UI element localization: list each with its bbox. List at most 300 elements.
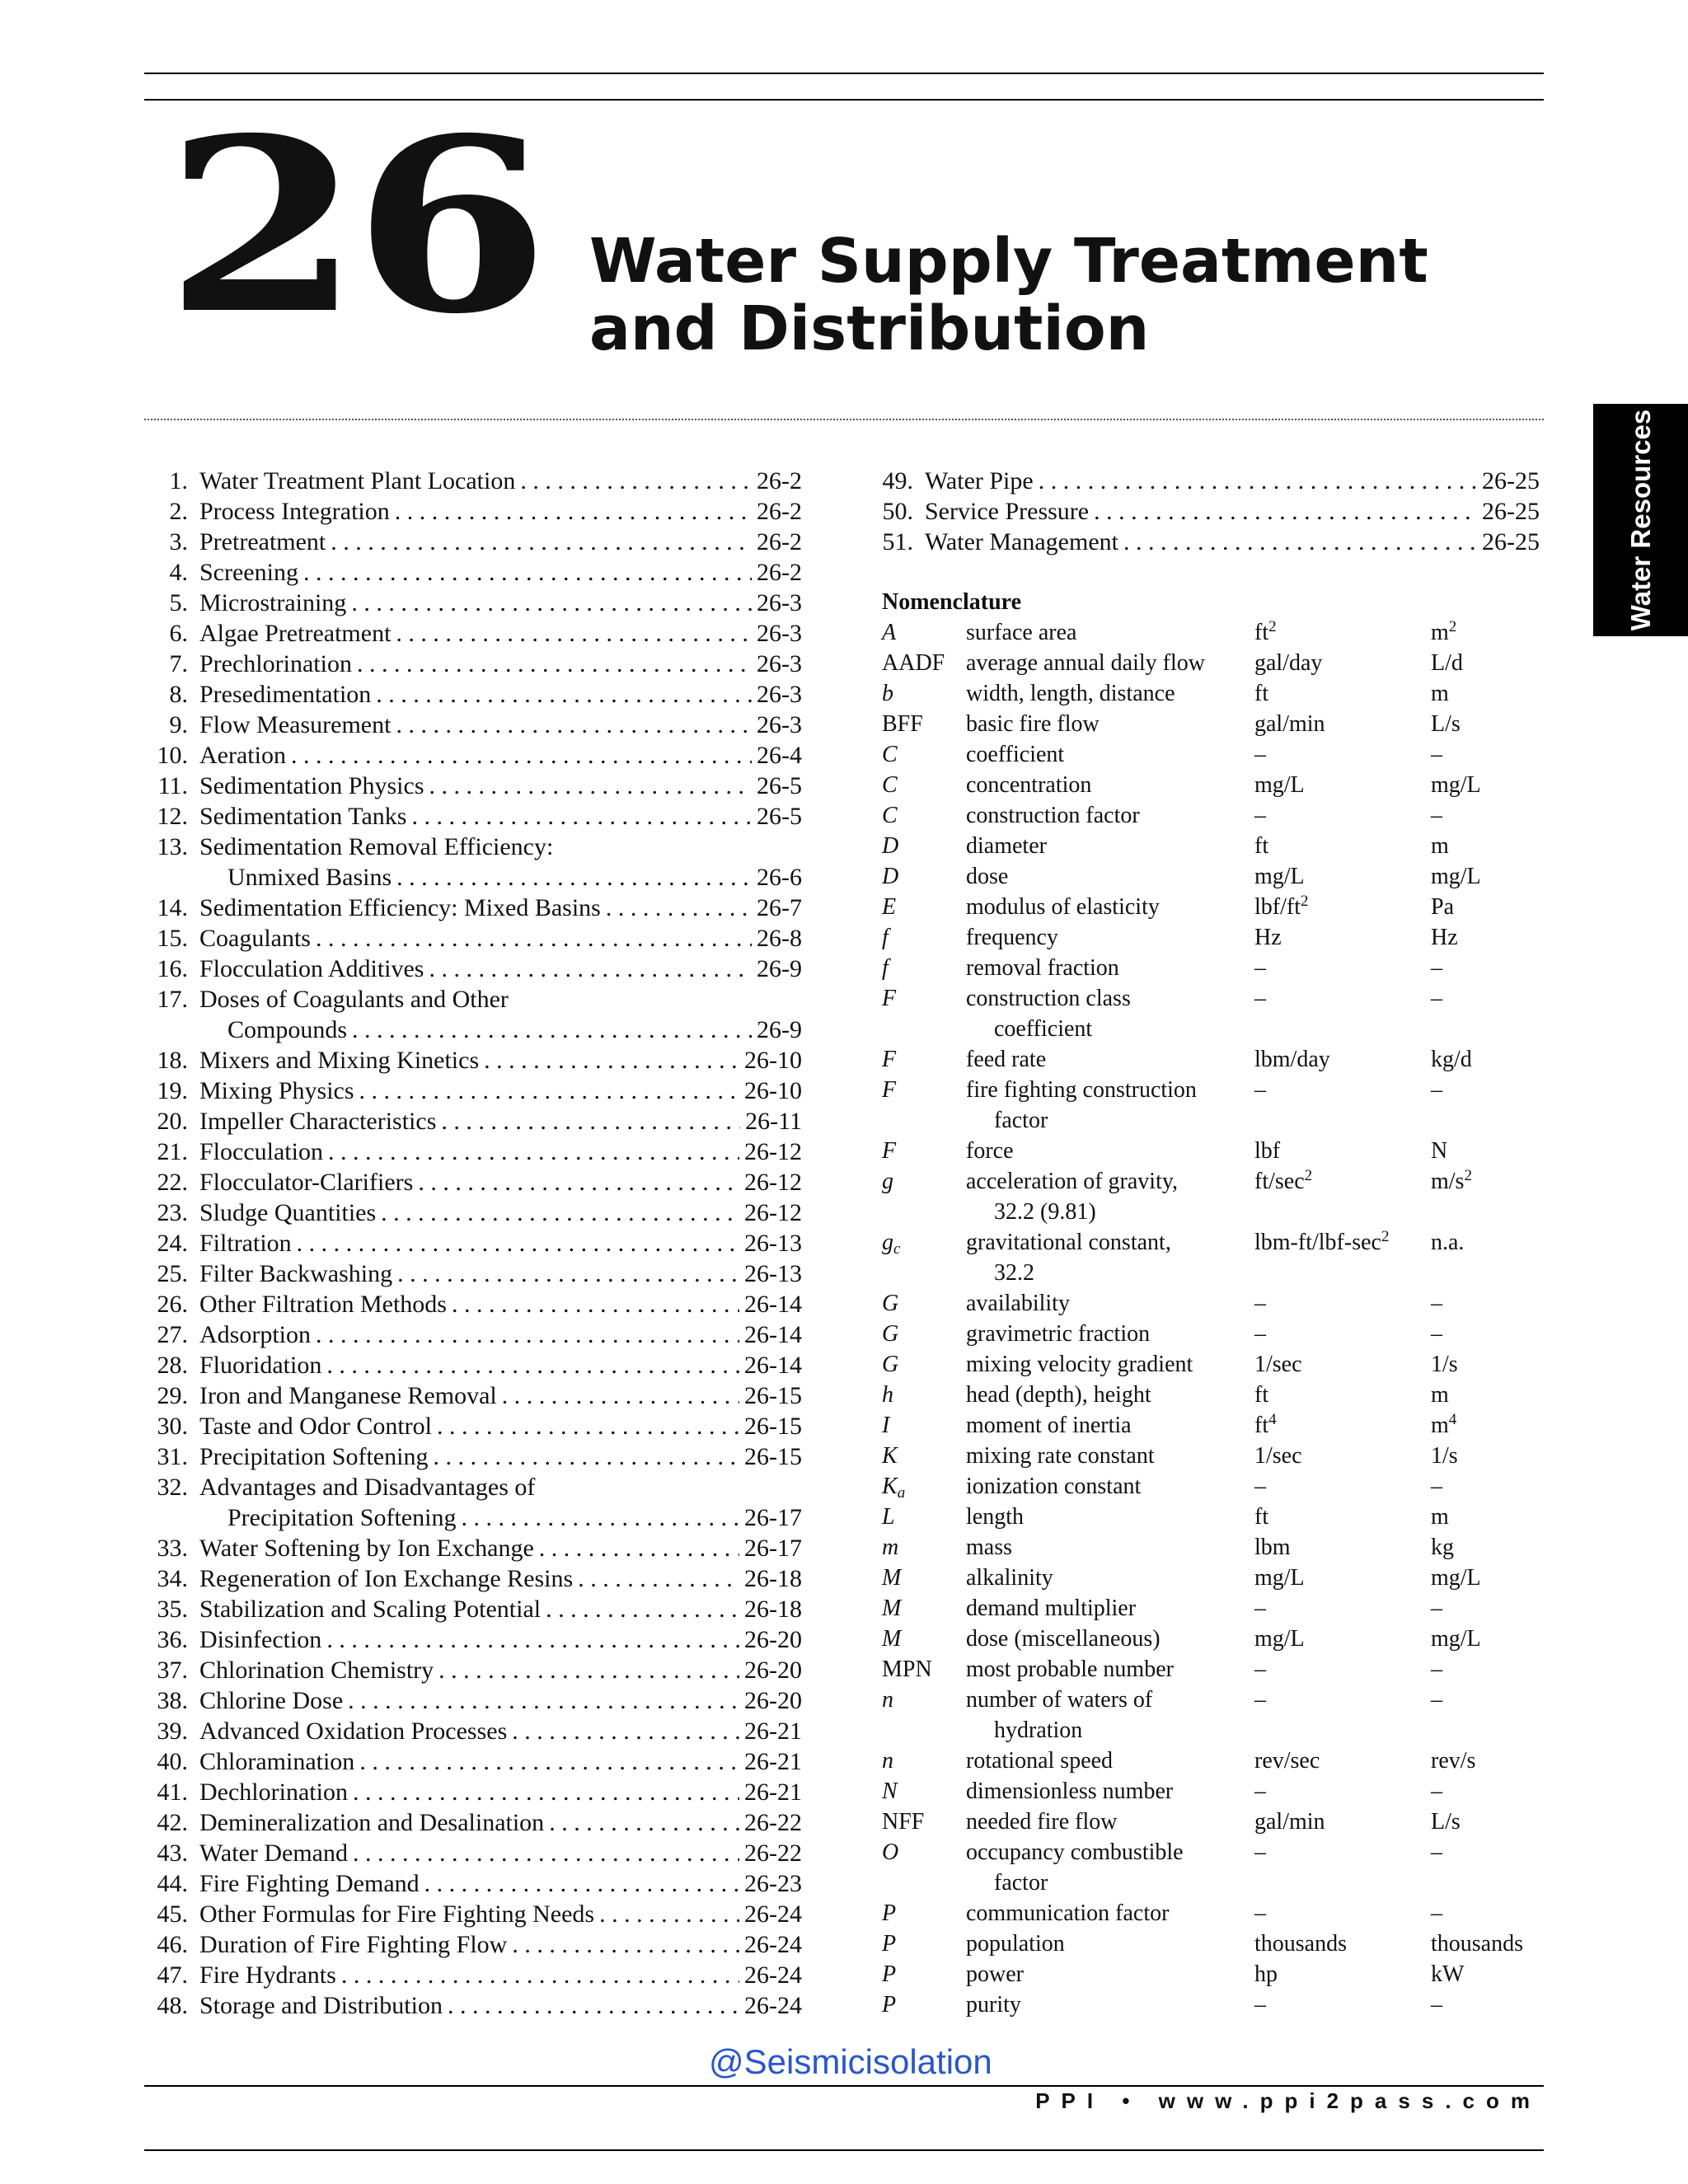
toc-leader-dots — [539, 1533, 739, 1563]
toc-entry-title: Regeneration of Ion Exchange Resins — [199, 1565, 574, 1592]
toc-entry — [145, 1137, 802, 1167]
nomenclature-si-units: kW — [1431, 1961, 1465, 1987]
toc-entry-page: 26-12 — [744, 1169, 802, 1196]
toc-leader-dots — [328, 1137, 739, 1167]
toc-entry-page: 26-7 — [757, 894, 802, 921]
nomenclature-definition — [966, 1746, 1254, 1776]
nomenclature-si-units: – — [1431, 742, 1442, 767]
nomenclature-row — [882, 678, 1582, 709]
nomenclature-us-units: – — [1254, 955, 1266, 981]
toc-entry-number: 11. — [157, 772, 188, 799]
toc-entry-title: Presedimentation — [199, 681, 372, 708]
nomenclature-symbol: F — [882, 986, 897, 1011]
nomenclature-symbol: MPN — [882, 1657, 932, 1682]
nomenclature-us-units: lbf — [1254, 1138, 1281, 1164]
nomenclature-definition — [966, 922, 1254, 953]
toc-entry-title: Impeller Characteristics — [199, 1108, 437, 1135]
toc-entry — [145, 1228, 802, 1258]
toc-leader-dots — [348, 1685, 739, 1716]
nomenclature-definition — [966, 1654, 1254, 1685]
nomenclature-definition — [966, 1776, 1254, 1807]
nomenclature-si-units: – — [1431, 1992, 1442, 2018]
toc-entry-page: 26-13 — [744, 1260, 802, 1287]
toc-entry — [145, 1807, 802, 1838]
nomenclature-symbol: L — [882, 1504, 895, 1530]
toc-entry-title: Advantages and Disadvantages of — [199, 1474, 536, 1501]
nomenclature-symbol: F — [882, 1047, 897, 1072]
nomenclature-us-units: – — [1254, 1992, 1266, 2018]
nomenclature-definition-line: modulus of elasticity — [966, 894, 1160, 920]
nomenclature-symbol: b — [882, 681, 893, 706]
toc-entry-number: 24. — [157, 1230, 188, 1257]
toc-entry — [145, 1624, 802, 1655]
toc-entry-page: 26-22 — [744, 1809, 802, 1836]
nomenclature-definition — [966, 953, 1254, 983]
toc-leader-dots — [502, 1380, 739, 1411]
nomenclature-us-units: – — [1254, 1657, 1266, 1682]
nomenclature-si-units: L/s — [1431, 1809, 1461, 1835]
toc-entry-number: 35. — [157, 1596, 188, 1623]
nomenclature-row — [882, 1227, 1582, 1288]
toc-entry-number: 31. — [157, 1443, 188, 1470]
toc-leader-dots — [546, 1594, 739, 1624]
nomenclature-definition-line: width, length, distance — [966, 681, 1175, 706]
nomenclature-definition — [966, 1624, 1254, 1654]
toc-entry-number: 47. — [157, 1961, 188, 1989]
toc-leader-dots — [578, 1563, 739, 1594]
nomenclature-definition-line: power — [966, 1961, 1024, 1987]
nomenclature-definition — [966, 831, 1254, 861]
nomenclature-us-units: $ft/\sec^2$ — [1254, 1167, 1313, 1194]
nomenclature-definition — [966, 648, 1254, 678]
toc-entry-page: 26-25 — [1482, 467, 1540, 494]
toc-entry-title: Sludge Quantities — [199, 1199, 377, 1226]
nomenclature-si-units: thousands — [1431, 1931, 1523, 1957]
toc-leader-dots — [411, 801, 752, 832]
toc-entry — [145, 1045, 802, 1076]
nomenclature-symbol: I — [882, 1413, 890, 1438]
nomenclature-definition-line: population — [966, 1931, 1065, 1957]
chapter-title-line-1: Water Supply Treatment — [589, 226, 1428, 297]
nomenclature-symbol: g — [882, 1169, 893, 1194]
nomenclature-row — [882, 1044, 1582, 1075]
nomenclature-si-units: n.a. — [1431, 1230, 1465, 1255]
toc-entry-number: 7. — [169, 650, 188, 677]
dotted-divider — [144, 419, 1544, 420]
toc-entry — [145, 1838, 802, 1868]
nomenclature-definition — [966, 1807, 1254, 1837]
toc-entry-number: 15. — [157, 925, 188, 952]
toc-entry-page: 26-13 — [744, 1230, 802, 1257]
toc-entry — [145, 893, 802, 923]
toc-entry-page: 26-14 — [744, 1291, 802, 1318]
toc-entry — [145, 1777, 802, 1807]
nomenclature-us-units: – — [1254, 1687, 1266, 1713]
nomenclature-row — [882, 1685, 1582, 1746]
footer-publisher: PPI • www.ppi2pass.com — [1035, 2088, 1541, 2113]
toc-entry-title: Water Treatment Plant Location — [199, 467, 516, 494]
nomenclature-definition-line: diameter — [966, 833, 1047, 859]
toc-entry-number: 17. — [157, 986, 188, 1013]
nomenclature-symbol: M — [882, 1565, 902, 1591]
nomenclature-symbol: n — [882, 1687, 893, 1713]
nomenclature-us-units: – — [1254, 1077, 1266, 1103]
toc-leader-dots — [357, 649, 752, 679]
nomenclature-row — [882, 1136, 1582, 1166]
toc-entry-title: Fire Fighting Demand — [199, 1870, 420, 1897]
nomenclature-si-units: $m/s^2$ — [1431, 1167, 1472, 1194]
nomenclature-definition-line: construction class — [966, 986, 1131, 1011]
nomenclature-si-units: m — [1431, 681, 1449, 706]
nomenclature-us-units: 1/sec — [1254, 1352, 1302, 1377]
nomenclature-definition-line: 32.2 (9.81) — [994, 1199, 1096, 1225]
nomenclature-definition-line: removal fraction — [966, 955, 1119, 981]
toc-entry-title: Screening — [199, 559, 298, 586]
toc-entry-page: 26-22 — [744, 1840, 802, 1867]
toc-leader-dots — [331, 527, 752, 557]
toc-entry — [145, 466, 802, 496]
toc-entry-number: 26. — [157, 1291, 188, 1318]
nomenclature-row — [882, 709, 1582, 739]
footer-rule — [144, 2085, 1544, 2087]
nomenclature-si-units: mg/L — [1431, 1565, 1481, 1591]
nomenclature-definition-line: hydration — [994, 1718, 1083, 1743]
nomenclature-row — [882, 1441, 1582, 1471]
nomenclature-us-units: mg/L — [1254, 1565, 1305, 1591]
toc-entry — [145, 588, 802, 618]
toc-leader-dots — [520, 466, 752, 496]
toc-leader-dots — [512, 1929, 739, 1960]
toc-entry-number: 4. — [169, 559, 188, 586]
nomenclature-definition — [966, 770, 1254, 800]
nomenclature-si-units: – — [1431, 803, 1442, 828]
toc-entry — [145, 1289, 802, 1319]
toc-entry — [145, 496, 802, 527]
toc-entry-title: Algae Pretreatment — [199, 620, 392, 647]
nomenclature-definition-line: average annual daily flow — [966, 650, 1205, 676]
toc-entry-page: 26-14 — [744, 1352, 802, 1379]
toc-entry-number: 12. — [157, 803, 188, 830]
toc-entry-number: 30. — [157, 1413, 188, 1440]
toc-entry-title: Dechlorination — [199, 1779, 348, 1806]
nomenclature-definition-line: basic fire flow — [966, 711, 1100, 737]
nomenclature-us-units: – — [1254, 1779, 1266, 1804]
toc-entry-title: Chlorine Dose — [199, 1687, 344, 1714]
toc-entry-page: 26-17 — [744, 1504, 802, 1531]
nomenclature-us-units: gal/min — [1254, 1809, 1325, 1835]
toc-entry — [145, 1655, 802, 1685]
toc-entry-title: Advanced Oxidation Processes — [199, 1718, 508, 1745]
toc-entry-number: 13. — [157, 833, 188, 860]
nomenclature-si-units: $m^4$ — [1431, 1411, 1457, 1438]
toc-leader-dots — [395, 496, 752, 527]
toc-entry-title: Flow Measurement — [199, 711, 392, 738]
toc-entry-page: 26-14 — [744, 1321, 802, 1348]
nomenclature-row — [882, 617, 1582, 648]
toc-entry-page: 26-21 — [744, 1779, 802, 1806]
nomenclature-us-units: – — [1254, 1321, 1266, 1347]
nomenclature-row — [882, 983, 1582, 1044]
nomenclature-definition-line: gravitational constant, — [966, 1230, 1171, 1255]
toc-entry-title: Fluoridation — [199, 1352, 322, 1379]
nomenclature-definition — [966, 1837, 1254, 1898]
nomenclature-si-units: kg/d — [1431, 1047, 1472, 1072]
toc-leader-dots — [441, 1106, 740, 1137]
nomenclature-definition-line: fire fighting construction — [966, 1077, 1197, 1103]
nomenclature-symbol: E — [882, 894, 897, 920]
toc-entry-number: 43. — [157, 1840, 188, 1867]
toc-entry — [145, 1685, 802, 1716]
nomenclature-symbol: C — [882, 803, 898, 828]
nomenclature-definition — [966, 1227, 1254, 1288]
toc-entry-number: 36. — [157, 1626, 188, 1653]
toc-entry — [145, 1076, 802, 1106]
toc-entry — [145, 527, 802, 557]
nomenclature-row — [882, 922, 1582, 953]
nomenclature-row — [882, 1410, 1582, 1441]
toc-leader-dots — [437, 1411, 739, 1441]
nomenclature-definition-line: dose (miscellaneous) — [966, 1626, 1160, 1652]
nomenclature-si-units: – — [1431, 986, 1442, 1011]
nomenclature-si-units: – — [1431, 1291, 1442, 1316]
nomenclature-us-units: – — [1254, 1474, 1266, 1499]
toc-entry — [145, 1258, 802, 1289]
toc-entry-page: 26-12 — [744, 1199, 802, 1226]
toc-entry-number: 3. — [169, 528, 188, 555]
toc-entry-number: 1. — [169, 467, 188, 494]
toc-leader-dots — [484, 1045, 739, 1076]
nomenclature-definition-line: mass — [966, 1535, 1012, 1560]
nomenclature-symbol: G — [882, 1321, 899, 1347]
nomenclature-definition — [966, 617, 1254, 648]
nomenclature-us-units: – — [1254, 1596, 1266, 1621]
toc-entry — [145, 1899, 802, 1929]
nomenclature-us-units: – — [1254, 803, 1266, 828]
nomenclature-definition — [966, 1441, 1254, 1471]
nomenclature-si-units: 1/s — [1431, 1443, 1458, 1469]
toc-entry-title: Sedimentation Physics — [199, 772, 424, 799]
toc-leader-dots — [381, 1197, 739, 1228]
nomenclature-row — [882, 953, 1582, 983]
nomenclature-definition — [966, 1898, 1254, 1929]
nomenclature-definition — [966, 709, 1254, 739]
toc-entry-number: 38. — [157, 1687, 188, 1714]
nomenclature-row — [882, 1593, 1582, 1624]
nomenclature-us-units: Hz — [1254, 925, 1282, 950]
toc-entry — [145, 1746, 802, 1777]
nomenclature-definition — [966, 1410, 1254, 1441]
nomenclature-us-units: mg/L — [1254, 1626, 1305, 1652]
toc-entry-page: 26-24 — [744, 1961, 802, 1989]
nomenclature-row — [882, 1502, 1582, 1532]
nomenclature-row — [882, 648, 1582, 678]
nomenclature-definition — [966, 678, 1254, 709]
nomenclature-symbol: BFF — [882, 711, 923, 737]
nomenclature-us-units: hp — [1254, 1961, 1278, 1987]
nomenclature-symbol: h — [882, 1382, 893, 1408]
toc-entry — [145, 1594, 802, 1624]
nomenclature-row — [882, 1380, 1582, 1410]
nomenclature-definition — [966, 1349, 1254, 1380]
toc-entry — [145, 954, 802, 984]
nomenclature-row — [882, 739, 1582, 770]
toc-entry-number: 37. — [157, 1657, 188, 1684]
nomenclature-us-units: lbm — [1254, 1535, 1291, 1560]
toc-leader-dots — [316, 1319, 739, 1350]
toc-entry-title: Pretreatment — [199, 528, 326, 555]
toc-entry — [145, 1167, 802, 1197]
nomenclature-us-units: gal/day — [1254, 650, 1323, 676]
toc-entry-title: Stabilization and Scaling Potential — [199, 1596, 542, 1623]
toc-entry-number: 14. — [157, 894, 188, 921]
toc-leader-dots — [424, 1868, 739, 1899]
nomenclature-us-units: $ft^4$ — [1254, 1411, 1277, 1438]
toc-entry — [145, 1319, 802, 1350]
toc-entry-title: Other Filtration Methods — [199, 1291, 447, 1318]
toc-entry-number: 27. — [157, 1321, 188, 1348]
toc-entry — [145, 1106, 802, 1137]
toc-entry — [145, 1563, 802, 1594]
toc-entry-page: 26-2 — [757, 467, 802, 494]
nomenclature-definition — [966, 1685, 1254, 1746]
toc-leader-dots — [429, 954, 752, 984]
nomenclature-definition-line: construction factor — [966, 803, 1140, 828]
toc-entry-title: Demineralization and Desalination — [199, 1809, 545, 1836]
nomenclature-definition-line: communication factor — [966, 1900, 1170, 1926]
toc-entry-title: Filter Backwashing — [199, 1260, 393, 1287]
toc-entry-page: 26-3 — [757, 620, 802, 647]
toc-entry-title: Flocculation — [199, 1138, 323, 1165]
toc-entry — [145, 1716, 802, 1746]
toc-entry-number: 32. — [157, 1474, 188, 1501]
nomenclature-si-units: mg/L — [1431, 1626, 1481, 1652]
nomenclature-us-units: mg/L — [1254, 772, 1305, 798]
nomenclature-definition-line: dimensionless number — [966, 1779, 1174, 1804]
top-rule — [144, 73, 1544, 74]
nomenclature-definition-line: most probable number — [966, 1657, 1174, 1682]
nomenclature-us-units: – — [1254, 986, 1266, 1011]
toc-entry-page: 26-12 — [744, 1138, 802, 1165]
nomenclature-si-units: kg — [1431, 1535, 1454, 1560]
toc-entry-title: Service Pressure — [925, 498, 1090, 525]
nomenclature-symbol: D — [882, 833, 899, 859]
toc-entry — [870, 496, 1540, 527]
toc-entry-title: Duration of Fire Fighting Flow — [199, 1931, 508, 1958]
toc-entry — [145, 1929, 802, 1960]
toc-entry — [145, 923, 802, 954]
table-of-contents-left — [145, 466, 802, 2021]
toc-entry-page: 26-18 — [744, 1596, 802, 1623]
nomenclature-definition-line: coefficient — [966, 742, 1065, 767]
nomenclature-symbol: AADF — [882, 650, 945, 676]
nomenclature-symbol: f — [882, 955, 889, 981]
toc-entry-page: 26-8 — [757, 925, 802, 952]
toc-entry-page: 26-6 — [757, 864, 802, 891]
chapter-title — [589, 227, 1537, 363]
nomenclature-si-units: Hz — [1431, 925, 1458, 950]
toc-entry-page: 26-24 — [744, 1992, 802, 2019]
nomenclature-definition-line: purity — [966, 1992, 1021, 2018]
toc-leader-dots — [297, 1228, 739, 1258]
nomenclature-si-units: – — [1431, 1321, 1442, 1347]
toc-leader-dots — [1094, 496, 1477, 527]
toc-leader-dots — [433, 1441, 739, 1472]
toc-entry — [145, 1868, 802, 1899]
nomenclature-symbol: P — [882, 1900, 897, 1926]
nomenclature-definition-line: availability — [966, 1291, 1070, 1316]
nomenclature-definition-line: dose — [966, 864, 1009, 889]
nomenclature-us-units: 1/sec — [1254, 1443, 1302, 1469]
toc-entry-number: 48. — [157, 1992, 188, 2019]
toc-entry-page: 26-24 — [744, 1931, 802, 1958]
toc-leader-dots — [341, 1960, 739, 1990]
toc-entry-page: 26-20 — [744, 1657, 802, 1684]
toc-leader-dots — [303, 557, 752, 588]
toc-leader-dots — [326, 1624, 739, 1655]
toc-leader-dots — [351, 588, 752, 618]
nomenclature-definition-line: head (depth), height — [966, 1382, 1151, 1408]
nomenclature-row — [882, 1959, 1582, 1990]
nomenclature-symbol: C — [882, 772, 898, 798]
nomenclature-row — [882, 861, 1582, 892]
watermark-text: @Seismicisolation — [709, 2042, 992, 2081]
nomenclature-us-units: – — [1254, 1900, 1266, 1926]
toc-leader-dots — [599, 1899, 739, 1929]
nomenclature-definition — [966, 892, 1254, 922]
nomenclature-si-units: – — [1431, 1657, 1442, 1682]
toc-entry-number: 39. — [157, 1718, 188, 1745]
nomenclature-symbol: f — [882, 925, 889, 950]
toc-entry-number: 34. — [157, 1565, 188, 1592]
nomenclature-heading: Nomenclature — [882, 589, 1021, 615]
toc-entry-number: 45. — [157, 1900, 188, 1928]
toc-entry-title: Precipitation Softening — [227, 1504, 457, 1531]
nomenclature-si-units: 1/s — [1431, 1352, 1458, 1377]
toc-leader-dots — [452, 1289, 739, 1319]
toc-leader-dots — [359, 1746, 739, 1777]
toc-entry-page: 26-3 — [757, 650, 802, 677]
nomenclature-si-units: mg/L — [1431, 772, 1481, 798]
nomenclature-definition-line: demand multiplier — [966, 1596, 1137, 1621]
toc-entry — [145, 1441, 802, 1472]
nomenclature-si-units: L/s — [1431, 711, 1461, 737]
nomenclature-row — [882, 1471, 1582, 1502]
toc-entry-title: Mixers and Mixing Kinetics — [199, 1047, 480, 1074]
nomenclature-row — [882, 1532, 1582, 1563]
nomenclature-definition — [966, 1166, 1254, 1227]
toc-entry-number: 28. — [157, 1352, 188, 1379]
footer-rule-bottom — [144, 2149, 1544, 2151]
toc-entry-number: 29. — [157, 1382, 188, 1409]
toc-entry-title: Aeration — [199, 742, 286, 769]
toc-entry-title: Disinfection — [199, 1626, 322, 1653]
nomenclature-symbol: G — [882, 1352, 899, 1377]
toc-leader-dots — [353, 1838, 739, 1868]
nomenclature-rows — [882, 617, 1582, 2020]
toc-entry-number: 19. — [157, 1077, 188, 1104]
toc-entry-page: 26-15 — [744, 1413, 802, 1440]
toc-entry-page: 26-3 — [757, 589, 802, 616]
nomenclature-si-units: m — [1431, 1504, 1449, 1530]
section-side-tab — [1593, 404, 1688, 636]
toc-entry — [145, 1533, 802, 1563]
nomenclature-row — [882, 831, 1582, 861]
toc-entry-page: 26-25 — [1482, 498, 1540, 525]
toc-entry-title: Mixing Physics — [199, 1077, 354, 1104]
toc-entry-page: 26-20 — [744, 1626, 802, 1653]
nomenclature-row — [882, 1349, 1582, 1380]
nomenclature-definition — [966, 1471, 1254, 1502]
